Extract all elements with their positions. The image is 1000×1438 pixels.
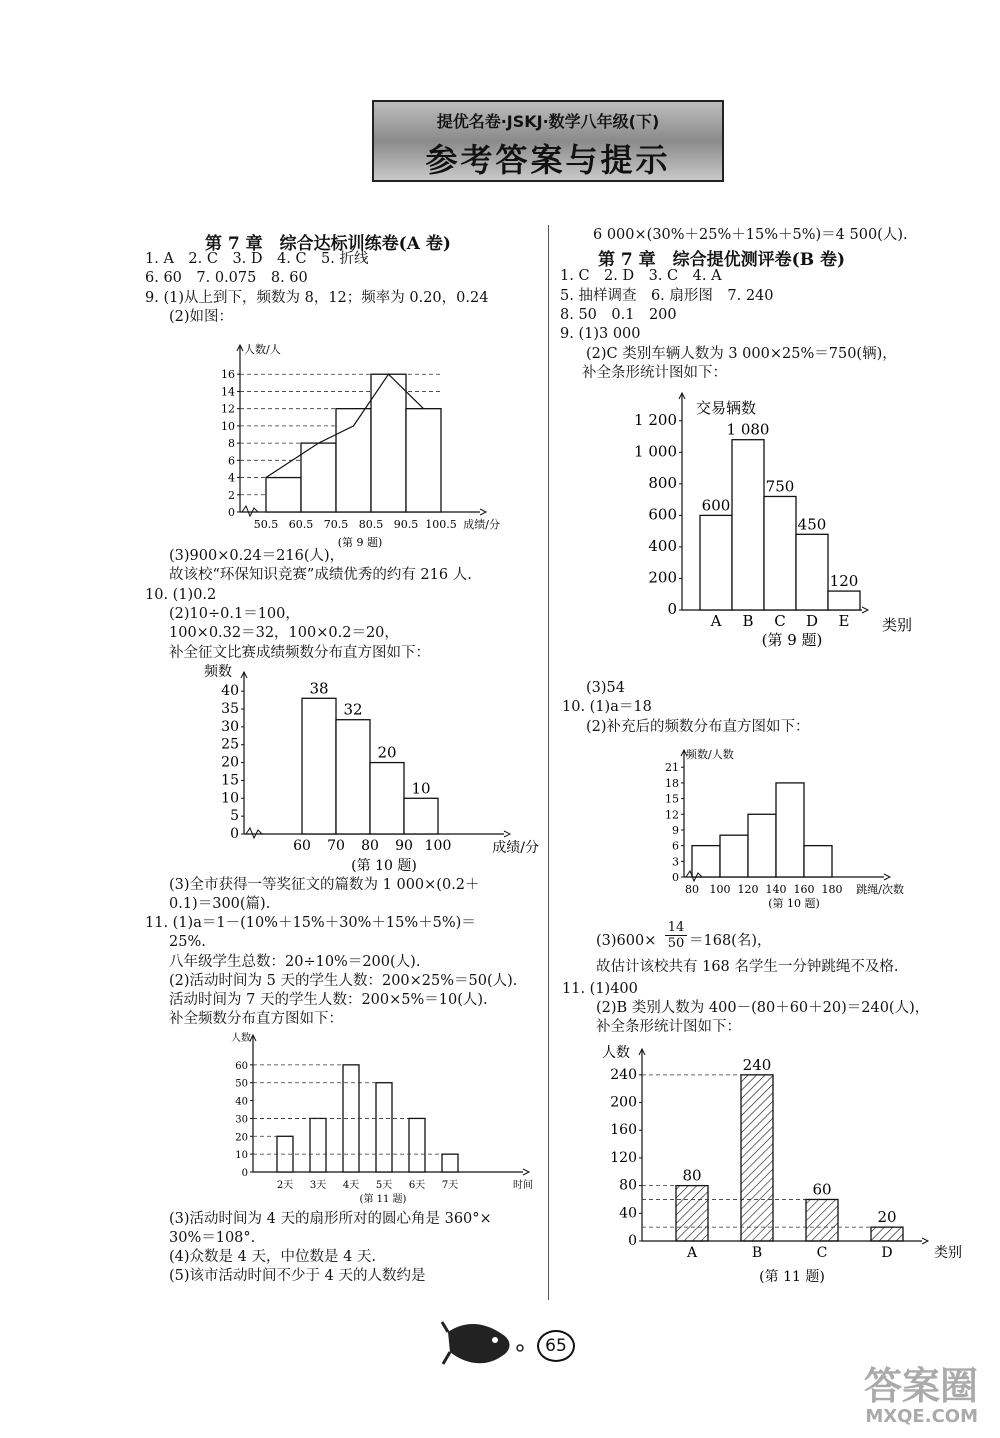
right-line: 故估计该校共有 168 名学生一分钟跳绳不及格. (596, 959, 899, 975)
y-tick-label: 10 (221, 790, 239, 807)
y-tick-label: 12 (665, 808, 679, 822)
left-line: 100×0.32＝32，100×0.2＝20， (169, 625, 399, 641)
bar (371, 374, 406, 512)
x-tick-label: 2天 (276, 1180, 294, 1191)
left-heading: 第 7 章 综合达标训练卷(A 卷) (205, 234, 451, 254)
x-tick-label: E (838, 612, 850, 630)
chart-caption: (第 10 题) (351, 858, 417, 874)
y-tick-label: 20 (235, 1132, 248, 1144)
x-tick-label: 160 (793, 883, 815, 896)
y-tick-label: 80 (619, 1177, 637, 1194)
y-tick-label: 6 (228, 454, 235, 468)
y-tick-label: 60 (235, 1060, 248, 1072)
x-tick-label: 80.5 (358, 518, 384, 531)
y-tick-label: 240 (610, 1066, 637, 1083)
left-line: (2)10÷0.1＝100， (169, 606, 300, 622)
x-tick-label: 6天 (408, 1180, 426, 1191)
right-line: 6 000×(30%＋25%＋15%＋5%)＝4 500(人). (593, 227, 908, 243)
bar (828, 591, 860, 610)
bar (404, 798, 438, 834)
y-tick-label: 3 (672, 855, 679, 869)
right-heading: 第 7 章 综合提优测评卷(B 卷) (598, 250, 846, 270)
bar (266, 478, 301, 512)
bar (336, 720, 370, 834)
x-tick-label: 60.5 (288, 518, 314, 531)
chart-q11-histogram (215, 1024, 533, 1210)
x-tick-label: A (686, 1245, 698, 1261)
y-tick-label: 600 (648, 505, 677, 524)
y-tick-label: 120 (610, 1149, 637, 1166)
right-line: 5. 抽样调查 6. 扇形图 7. 240 (560, 288, 774, 304)
y-tick-label: 15 (221, 772, 239, 789)
y-tick-label: 10 (235, 1150, 248, 1162)
x-tick-label: 80 (361, 838, 379, 854)
bar-value-label: 600 (701, 496, 731, 515)
x-arrow (862, 607, 868, 613)
left-line: (3)全市获得一等奖征文的篇数为 1 000×(0.2＋ (169, 877, 480, 893)
banner-subtitle: 提优名卷·JSKJ·数学八年级(下) (436, 112, 660, 131)
left-line: (2)活动时间为 5 天的学生人数：200×25%＝50(人). (169, 973, 518, 989)
x-arrow (480, 509, 486, 515)
left-line: (3)活动时间为 4 天的扇形所对的圆心角是 360°× (169, 1211, 492, 1227)
banner-title: 参考答案与提示 (425, 141, 671, 179)
y-tick-label: 200 (648, 568, 677, 587)
fraction-denominator: 50 (667, 936, 685, 951)
axis-break-mark (242, 506, 258, 516)
bar (732, 440, 764, 610)
y-tick-label: 400 (648, 536, 677, 555)
title-banner (372, 100, 724, 182)
watermark (864, 1366, 978, 1427)
y-tick-label: 0 (228, 506, 235, 519)
x-tick-label: 50.5 (253, 518, 279, 531)
bar (764, 496, 796, 610)
left-line: 30%＝108°. (169, 1230, 256, 1246)
x-arrow (504, 831, 510, 837)
right-line: ＝168(名)， (689, 933, 772, 949)
bar-value-label: 120 (829, 572, 859, 591)
bar-value-label: 20 (877, 1208, 897, 1227)
y-tick-label: 1 200 (634, 410, 677, 429)
y-axis-title: 频数/人数 (686, 748, 734, 761)
x-tick-label: 4天 (342, 1180, 360, 1191)
right-line: 8. 50 0.1 200 (560, 307, 677, 323)
bar (741, 1075, 773, 1241)
y-tick-label: 1 000 (634, 442, 677, 461)
x-tick-label: 3天 (309, 1180, 327, 1191)
bar-value-label: 750 (765, 477, 795, 496)
y-tick-label: 12 (221, 402, 235, 416)
x-tick-label: 90.5 (393, 518, 419, 531)
x-axis-title: 时间 (513, 1180, 533, 1191)
x-tick-label: D (805, 612, 819, 630)
bar-value-label: 10 (411, 779, 431, 798)
bar-value-label: 60 (812, 1180, 832, 1199)
left-line: 6. 60 7. 0.075 8. 60 (145, 270, 308, 286)
bar (692, 846, 720, 877)
left-line: 0.1)＝300(篇). (169, 896, 271, 912)
y-tick-label: 2 (228, 488, 235, 502)
y-axis-title: 频数 (204, 664, 232, 680)
bar-value-label: 38 (309, 679, 329, 698)
right-line: (3)600× (596, 933, 657, 949)
right-line: 11. (1)400 (562, 981, 638, 997)
x-tick-label: B (751, 1245, 763, 1261)
y-tick-label: 9 (672, 823, 679, 837)
y-tick-label: 0 (241, 1168, 248, 1179)
bar (302, 698, 336, 834)
x-axis-title: 成绩/分 (492, 840, 539, 856)
bar (804, 846, 832, 877)
x-tick-label: 70.5 (323, 518, 349, 531)
right-line: (3)54 (586, 680, 625, 696)
chart-caption: (第 10 题) (768, 897, 820, 910)
chart-caption: (第 11 题) (359, 1194, 407, 1205)
bar (406, 409, 441, 512)
y-axis-title: 交易辆数 (696, 399, 757, 417)
right-line: 补全条形统计图如下： (582, 365, 727, 381)
x-tick-label: 100 (424, 838, 452, 854)
x-arrow (884, 874, 890, 880)
y-axis-title: 人数 (602, 1045, 630, 1061)
x-tick-label: 60 (293, 838, 311, 854)
x-tick-label: 70 (327, 838, 345, 854)
bar (676, 1186, 708, 1241)
axis-break-mark (246, 828, 262, 838)
y-tick-label: 8 (228, 437, 235, 451)
x-tick-label: 90 (395, 838, 413, 854)
y-tick-label: 30 (221, 718, 239, 735)
left-line: 11. (1)a＝1－(10%＋15%＋30%＋15%＋5%)＝ (145, 915, 476, 931)
bar (301, 443, 336, 512)
bar-value-label: 1 080 (726, 420, 770, 439)
left-line: 1. A 2. C 3. D 4. C 5. 折线 (145, 251, 369, 267)
bar (376, 1083, 392, 1172)
left-line: 八年级学生总数：20÷10%＝200(人). (169, 954, 421, 970)
fish-logo-icon (440, 1312, 530, 1372)
y-tick-label: 40 (221, 683, 239, 700)
left-line: 补全频数分布直方图如下： (169, 1011, 343, 1027)
left-line: 故该校“环保知识竞赛”成绩优秀的约有 216 人. (169, 567, 472, 583)
y-tick-label: 4 (228, 471, 235, 485)
x-tick-label: D (881, 1245, 893, 1261)
left-line: 活动时间为 7 天的学生人数：200×5%＝10(人). (169, 992, 488, 1008)
x-tick-label: 100.5 (425, 518, 457, 531)
bar-value-label: 20 (377, 743, 397, 762)
left-line: 25%. (169, 934, 206, 950)
chart-q10-histogram-right (640, 735, 940, 920)
column-divider (548, 225, 549, 1300)
left-line: 9. (1)从上到下，频数为 8，12；频率为 0.20，0.24 (145, 290, 489, 306)
y-tick-label: 10 (221, 419, 235, 433)
x-arrow (523, 1169, 529, 1175)
y-tick-label: 0 (667, 600, 677, 618)
right-line: (2)B 类别人数为 400－(80＋60＋20)＝240(人)， (596, 1000, 930, 1016)
x-tick-label: 120 (737, 883, 759, 896)
chart-q11-bar-right (600, 1036, 960, 1296)
x-axis-title: 类别 (934, 1245, 962, 1261)
fraction-numerator: 14 (665, 920, 687, 936)
y-tick-label: 15 (665, 792, 679, 806)
y-tick-label: 200 (610, 1094, 637, 1111)
x-tick-label: 7天 (441, 1180, 459, 1191)
x-axis-title: 类别 (881, 616, 912, 634)
y-tick-label: 0 (628, 1233, 637, 1249)
bar (871, 1227, 903, 1241)
chart-caption: (第 9 题) (761, 631, 823, 649)
y-tick-label: 160 (610, 1122, 637, 1139)
y-tick-label: 800 (648, 473, 677, 492)
y-tick-label: 20 (221, 754, 239, 771)
y-tick-label: 16 (221, 368, 235, 382)
bar (442, 1154, 458, 1172)
bar (720, 835, 748, 877)
y-tick-label: 50 (235, 1078, 248, 1090)
y-axis-title: 人数 (231, 1033, 251, 1044)
bar-value-label: 80 (682, 1166, 702, 1185)
bar (370, 763, 404, 834)
y-tick-label: 5 (230, 808, 239, 825)
x-tick-label: C (816, 1245, 828, 1261)
y-tick-label: 30 (235, 1114, 248, 1126)
x-arrow (922, 1238, 928, 1244)
y-axis-title: 人数/人 (244, 343, 281, 356)
chart-q10-histogram (192, 660, 539, 874)
watermark-top: 答案圈 (863, 1364, 978, 1408)
right-line: (2)补充后的频数分布直方图如下： (586, 719, 810, 735)
left-line: (5)该市活动时间不少于 4 天的人数约是 (169, 1268, 426, 1284)
left-line: (2)如图： (169, 309, 234, 325)
right-line: (2)C 类别车辆人数为 3 000×25%＝750(辆)， (586, 346, 897, 362)
right-line: 10. (1)a＝18 (562, 699, 652, 715)
x-axis-title: 成绩/分 (463, 518, 500, 531)
page-number: 65 (537, 1330, 575, 1362)
x-tick-label: 140 (765, 883, 787, 896)
x-tick-label: 5天 (375, 1180, 393, 1191)
y-tick-label: 35 (221, 701, 239, 717)
bar (336, 409, 371, 512)
y-tick-label: 18 (665, 776, 679, 790)
y-tick-label: 0 (672, 871, 679, 884)
left-line: (4)众数是 4 天，中位数是 4 天. (169, 1249, 377, 1265)
fraction (665, 920, 687, 951)
left-line: 10. (1)0.2 (145, 587, 217, 603)
chart-q9-bar (630, 380, 920, 678)
y-tick-label: 0 (230, 826, 239, 842)
bar (796, 534, 828, 610)
bar (310, 1118, 326, 1172)
chart-q9-histogram (218, 322, 508, 550)
x-tick-label: 100 (709, 883, 731, 896)
y-tick-label: 6 (672, 839, 679, 853)
bar-value-label: 32 (343, 700, 363, 719)
right-line: 1. C 2. D 3. C 4. A (560, 268, 722, 284)
x-tick-label: A (710, 612, 722, 630)
bar (776, 783, 804, 877)
x-tick-label: 80 (685, 883, 699, 896)
bar-value-label: 240 (742, 1055, 772, 1074)
watermark-bottom: MXQE.COM (865, 1406, 978, 1427)
bar-value-label: 450 (797, 515, 827, 534)
left-line: (3)900×0.24＝216(人)， (169, 548, 345, 564)
x-tick-label: 180 (821, 883, 843, 896)
left-line: 补全征文比赛成绩频数分布直方图如下： (169, 645, 430, 661)
bar (409, 1118, 425, 1172)
y-tick-label: 40 (235, 1096, 248, 1108)
x-tick-label: C (774, 612, 786, 630)
chart-caption: (第 11 题) (759, 1269, 825, 1285)
bar (806, 1199, 838, 1241)
bar (748, 814, 776, 877)
x-axis-title: 跳绳/次数 (856, 883, 904, 896)
right-line: 9. (1)3 000 (560, 326, 641, 342)
x-tick-label: B (742, 612, 754, 630)
y-tick-label: 21 (665, 761, 679, 775)
right-line: 补全条形统计图如下： (596, 1019, 741, 1035)
y-tick-label: 40 (619, 1205, 637, 1222)
chart-caption: (第 9 题) (337, 536, 383, 549)
y-tick-label: 14 (221, 385, 235, 399)
bar (700, 515, 732, 610)
y-tick-label: 25 (221, 736, 239, 753)
